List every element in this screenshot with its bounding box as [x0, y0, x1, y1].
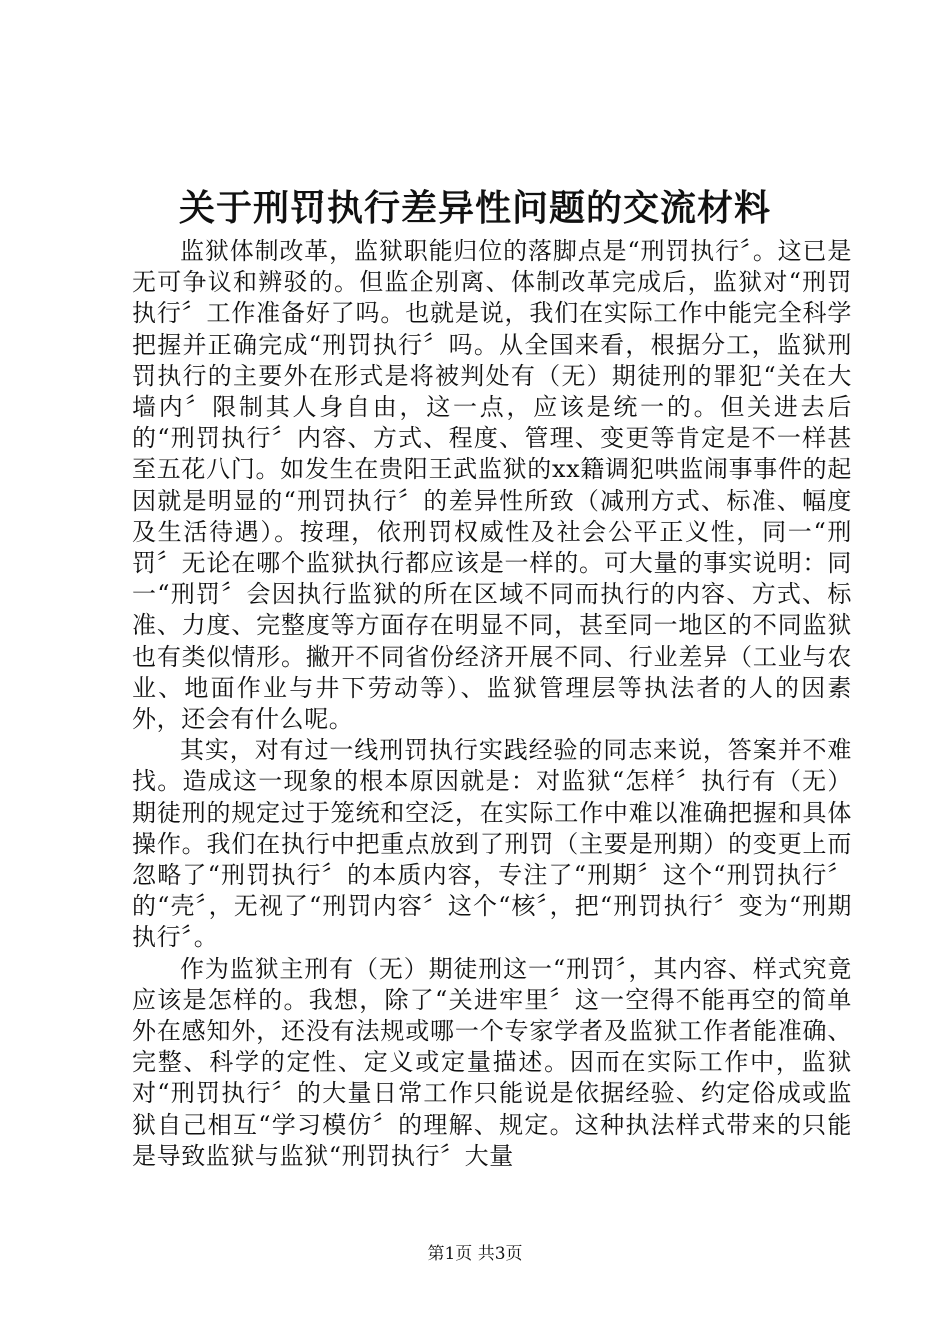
document-body: [132, 236, 852, 1172]
paragraph-2: 其实，对有过一线刑罚执行实践经验的同志来说，答案并不难找。造成这一现象的根本原因就是：对监狱“怎样〞执行有（无）期徒刑的规定过于笼统和空泛，在实际工作中难以准确把握和具体操作。我们在执行中把重点放到了刑罚（主要是刑期）的变更上而忽略了“刑罚执行〞的本质内容，专注了“刑期〞这个“刑罚执行〞的“壳〞，无视了“刑罚内容〞这个“核〞，把“刑罚执行〞变为“刑期执行〞。: [132, 736, 852, 952]
paragraph-1: 监狱体制改革，监狱职能归位的落脚点是“刑罚执行〞。这已是无可争议和辨驳的。但监企别离、体制改革完成后，监狱对“刑罚执行〞工作准备好了吗。也就是说，我们在实际工作中能完全科学把握并正确完成“刑罚执行〞吗。从全国来看，根据分工，监狱刑罚执行的主要外在形式是将被判处有（无）期徒刑的罪犯“关在大墙内〞限制其人身自由，这一点，应该是统一的。但关进去后的“刑罚执行〞内容、方式、程度、管理、变更等肯定是不一样甚至五花八门。如发生在贵阳王武监狱的xx籍调犯哄监闹事事件的起因就是明显的“刑罚执行〞的差异性所致（减刑方式、标准、幅度及生活待遇）。按理，依刑罚权威性及社会公平正义性，同一“刑罚〞无论在哪个监狱执行都应该是一样的。可大量的事实说明：同一“刑罚〞会因执行监狱的所在区域不同而执行的内容、方式、标准、力度、完整度等方面存在明显不同，甚至同一地区的不同监狱也有类似情形。撇开不同省份经济开展不同、行业差异（工业与农业、地面作业与井下劳动等）、监狱管理层等执法者的人的因素外，还会有什么呢。: [132, 237, 852, 734]
page-footer: 第1页 共3页: [427, 1244, 523, 1264]
document-title: 关于刑罚执行差异性问题的交流材料: [178, 187, 771, 229]
paragraph-3: 作为监狱主刑有（无）期徒刑这一“刑罚〞，其内容、样式究竟应该是怎样的。我想，除了“关进牢里〞这一空得不能再空的简单外在感知外，还没有法规或哪一个专家学者及监狱工作者能准确、完整、科学的定性、定义或定量描述。因而在实际工作中，监狱对“刑罚执行〞的大量日常工作只能说是依据经验、约定俗成或监狱自己相互“学习模仿〞的理解、规定。这种执法样式带来的只能是导致监狱与监狱“刑罚执行〞大量: [132, 954, 852, 1170]
